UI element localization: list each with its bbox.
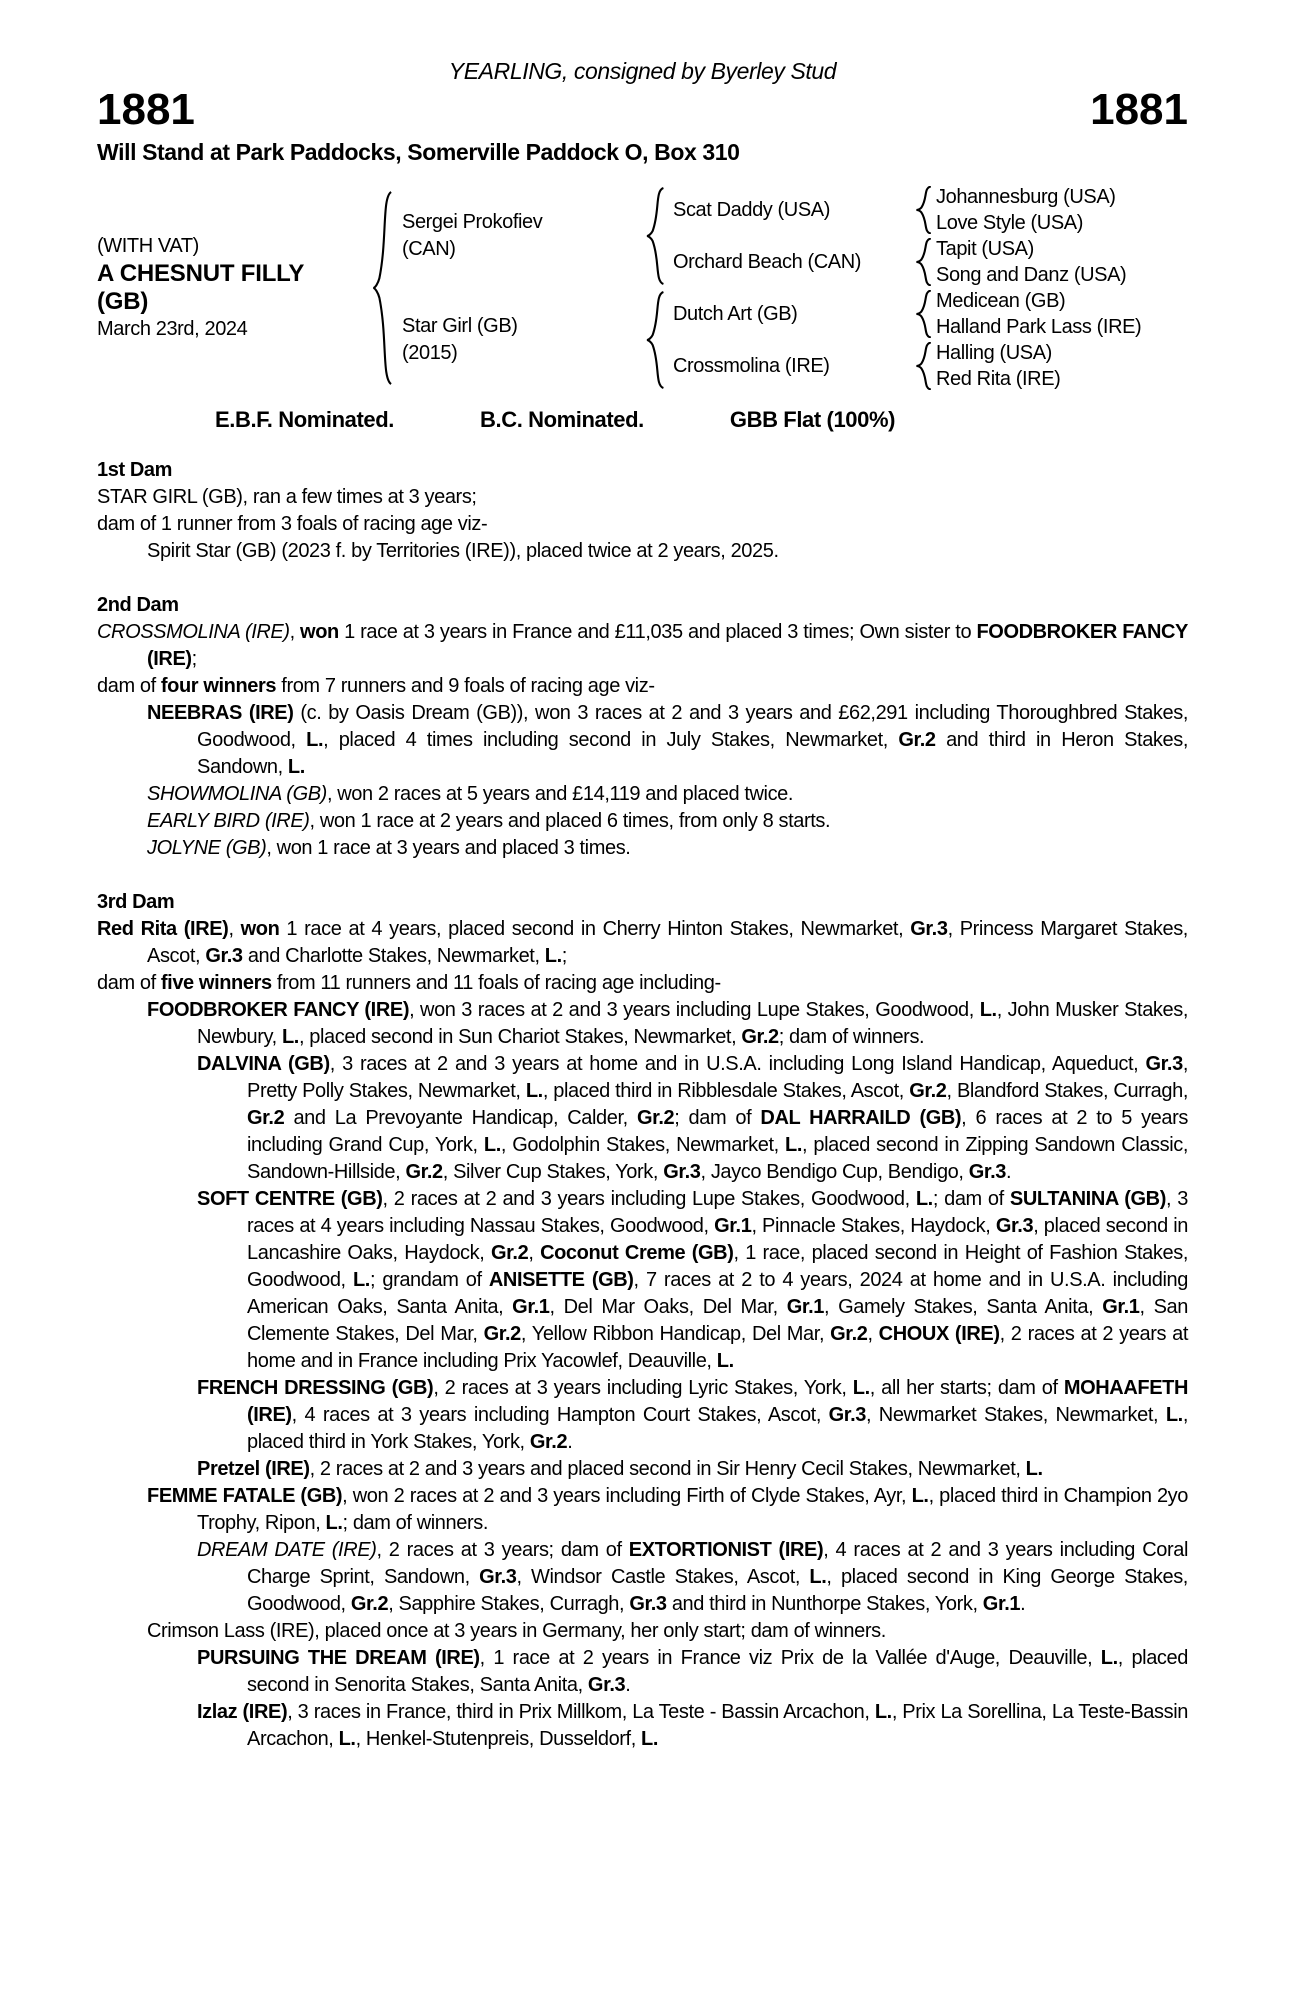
catalogue-paragraph: Crimson Lass (IRE), placed once at 3 years in Germany, her only start; dam of winners. (147, 1620, 886, 1642)
horse-name-text: Halling (USA) (936, 341, 1052, 364)
catalogue-paragraph: SOFT CENTRE (GB), 2 races at 2 and 3 years including Lupe Stakes, Goodwood, L.; dam of SULTANINA (GB), 3 races at 4 years including Nassau Stakes, Goodwood, Gr.1, Pinnacle Stakes, Haydock, Gr.3, placed second in Lancashire Oaks, Haydock, Gr.2, Coconut Creme (GB), 1 race, placed second in Height of Fashion Stakes, Goodwood, L.; grandam of ANISETTE (GB), 7 races at 2 to 4 years, 2024 at home and in U.S.A. including American Oaks, Santa Anita, Gr.1, Del Mar Oaks, Del Mar, Gr.1, Gamely Stakes, Santa Anita, Gr.1, San Clemente Stakes, Del Mar, Gr.2, Yellow Ribbon Handicap, Del Mar, Gr.2, CHOUX (IRE), 2 races at 2 years at home and in France including Prix Yacowlef, Deauville, L. (197, 1188, 1189, 1372)
lot-number-row (97, 87, 1188, 133)
horse-name-text: Crossmolina (IRE) (673, 354, 830, 377)
catalogue-paragraph: JOLYNE (GB), won 1 race at 3 years and placed 3 times. (147, 837, 631, 859)
catalogue-paragraph: Spirit Star (GB) (2023 f. by Territories (IRE)), placed twice at 2 years, 2025. (147, 540, 779, 562)
consignment-line: YEARLING, consigned by Byerley Stud (448, 58, 837, 84)
pedigree-ancestor (936, 262, 1188, 288)
sire-suffix: (CAN) (402, 238, 456, 260)
pedigree-brace (911, 288, 936, 340)
pedigree-granddam (673, 340, 911, 392)
lot-number-left: 1881 (97, 85, 195, 134)
pedigree-ancestor (936, 184, 1188, 210)
horse-name-text: Scat Daddy (USA) (673, 198, 830, 221)
horse-name-text: Tapit (USA) (936, 237, 1034, 260)
dam-section-heading: 2nd Dam (97, 594, 179, 616)
catalogue-paragraph: STAR GIRL (GB), ran a few times at 3 years; (97, 486, 477, 508)
catalogue-paragraph: FOODBROKER FANCY (IRE), won 3 races at 2 and 3 years including Lupe Stakes, Goodwood, L., John Musker Stakes, Newbury, L., placed second in Sun Chariot Stakes, Newmarket, Gr.2; dam of winners. (147, 999, 1189, 1048)
catalogue-paragraph: NEEBRAS (IRE) (c. by Oasis Dream (GB)), won 3 races at 2 and 3 years and £62,291 including Thoroughbred Stakes, Goodwood, L., placed 4 times including second in July Stakes, Newmarket, Gr.2 and third in Heron Stakes, Sandown, L. (147, 702, 1188, 778)
pedigree-brace (637, 184, 673, 288)
bc-nomination: B.C. Nominated. (480, 407, 644, 432)
pedigree-brace (637, 288, 673, 392)
catalogue-paragraph: EARLY BIRD (IRE), won 1 race at 2 years and placed 6 times, from only 8 starts. (147, 810, 831, 832)
catalogue-paragraph: FEMME FATALE (GB), won 2 races at 2 and 3 years including Firth of Clyde Stakes, Ayr, L., placed third in Champion 2yo Trophy, Ripon, L.; dam of winners. (147, 1485, 1189, 1534)
dam-suffix: (2015) (402, 342, 458, 364)
pedigree-brace (911, 184, 936, 236)
catalogue-paragraph: PURSUING THE DREAM (IRE), 1 race at 2 years in France viz Prix de la Vallée d'Auge, Deauville, L., placed second in Senorita Stakes, Santa Anita, Gr.3. (197, 1647, 1188, 1696)
horse-name-text: Johannesburg (USA) (936, 185, 1116, 208)
catalogue-paragraph: DALVINA (GB), 3 races at 2 and 3 years at home and in U.S.A. including Long Island Handicap, Aqueduct, Gr.3, Pretty Polly Stakes, Newmarket, L., placed third in Ribblesdale Stakes, Ascot, Gr.2, Blandford Stakes, Curragh, Gr.2 and La Prevoyante Handicap, Calder, Gr.2; dam of DAL HARRAILD (GB), 6 races at 2 to 5 years including Grand Cup, York, L., Godolphin Stakes, Newmarket, L., placed second in Zipping Sandown Classic, Sandown-Hillside, Gr.2, Silver Cup Stakes, York, Gr.3, Jayco Bendigo Cup, Bendigo, Gr.3. (197, 1053, 1189, 1183)
pedigree-dam (402, 288, 637, 392)
pedigree-ancestor (936, 236, 1188, 262)
horse-name-text: Love Style (USA) (936, 211, 1083, 234)
catalogue-paragraph: dam of five winners from 11 runners and 11 foals of racing age including- (97, 972, 721, 994)
pedigree-grandsire (673, 288, 911, 340)
sire-name: Sergei Prokofiev (402, 211, 543, 233)
subject-horse (97, 184, 362, 392)
dam-section-heading: 1st Dam (97, 459, 173, 481)
horse-name-text: Red Rita (IRE) (936, 367, 1061, 390)
catalogue-paragraph: SHOWMOLINA (GB), won 2 races at 5 years and £14,119 and placed twice. (147, 783, 794, 805)
vat-note: (WITH VAT) (97, 235, 199, 257)
horse-name-text: Medicean (GB) (936, 289, 1066, 312)
catalogue-paragraph: dam of four winners from 7 runners and 9 foals of racing age viz- (97, 675, 655, 697)
horse-name-text: Song and Danz (USA) (936, 263, 1127, 286)
pedigree-grandsire (673, 184, 911, 236)
dam-name: Star Girl (GB) (402, 315, 518, 337)
nominations-row (97, 406, 1188, 433)
pedigree-ancestor (936, 288, 1188, 314)
dam-sections (97, 457, 1188, 1753)
pedigree-brace (362, 184, 402, 392)
horse-name-text: Dutch Art (GB) (673, 302, 798, 325)
catalogue-paragraph: Izlaz (IRE), 3 races in France, third in Prix Millkom, La Teste - Bassin Arcachon, L., Prix La Sorellina, La Teste-Bassin Arcachon, L., Henkel-Stutenpreis, Dusseldorf, L. (197, 1701, 1188, 1750)
catalogue-paragraph: Pretzel (IRE), 2 races at 2 and 3 years and placed second in Sir Henry Cecil Stakes, Newmarket, L. (197, 1458, 1043, 1480)
pedigree-table (97, 184, 1188, 392)
horse-name-text: Halland Park Lass (IRE) (936, 315, 1142, 338)
horse-name-text: Orchard Beach (CAN) (673, 250, 862, 273)
pedigree-ancestor (936, 210, 1188, 236)
pedigree-brace (911, 236, 936, 288)
pedigree-brace (911, 340, 936, 392)
subject-foaling-date: March 23rd, 2024 (97, 318, 248, 340)
catalogue-paragraph: dam of 1 runner from 3 foals of racing age viz- (97, 513, 488, 535)
dam-section-heading: 3rd Dam (97, 891, 175, 913)
stand-location-line: Will Stand at Park Paddocks, Somerville Paddock O, Box 310 (97, 139, 740, 165)
lot-number-right: 1881 (1090, 85, 1188, 134)
catalogue-paragraph: DREAM DATE (IRE), 2 races at 3 years; dam of EXTORTIONIST (IRE), 4 races at 2 and 3 years including Coral Charge Sprint, Sandown, Gr.3, Windsor Castle Stakes, Ascot, L., placed second in King George Stakes, Goodwood, Gr.2, Sapphire Stakes, Curragh, Gr.3 and third in Nunthorpe Stakes, York, Gr.1. (197, 1539, 1188, 1615)
pedigree-granddam (673, 236, 911, 288)
catalogue-paragraph: CROSSMOLINA (IRE), won 1 race at 3 years in France and £11,035 and placed 3 times; Own sister to FOODBROKER FANCY (IRE); (97, 621, 1188, 670)
pedigree-ancestor (936, 314, 1188, 340)
catalogue-paragraph: Red Rita (IRE), won 1 race at 4 years, placed second in Cherry Hinton Stakes, Newmarket, Gr.3, Princess Margaret Stakes, Ascot, Gr.3 and Charlotte Stakes, Newmarket, L.; (97, 918, 1188, 967)
pedigree-sire (402, 184, 637, 288)
ebf-nomination: E.B.F. Nominated. (215, 407, 394, 432)
pedigree-ancestor (936, 366, 1188, 392)
catalogue-paragraph: FRENCH DRESSING (GB), 2 races at 3 years including Lyric Stakes, York, L., all her starts; dam of MOHAAFETH (IRE), 4 races at 3 years including Hampton Court Stakes, Ascot, Gr.3, Newmarket Stakes, Newmarket, L., placed third in York Stakes, York, Gr.2. (197, 1377, 1188, 1453)
gbb-nomination: GBB Flat (100%) (729, 407, 896, 432)
subject-name: A CHESNUT FILLY (GB) (97, 260, 304, 315)
pedigree-ancestor (936, 340, 1188, 366)
